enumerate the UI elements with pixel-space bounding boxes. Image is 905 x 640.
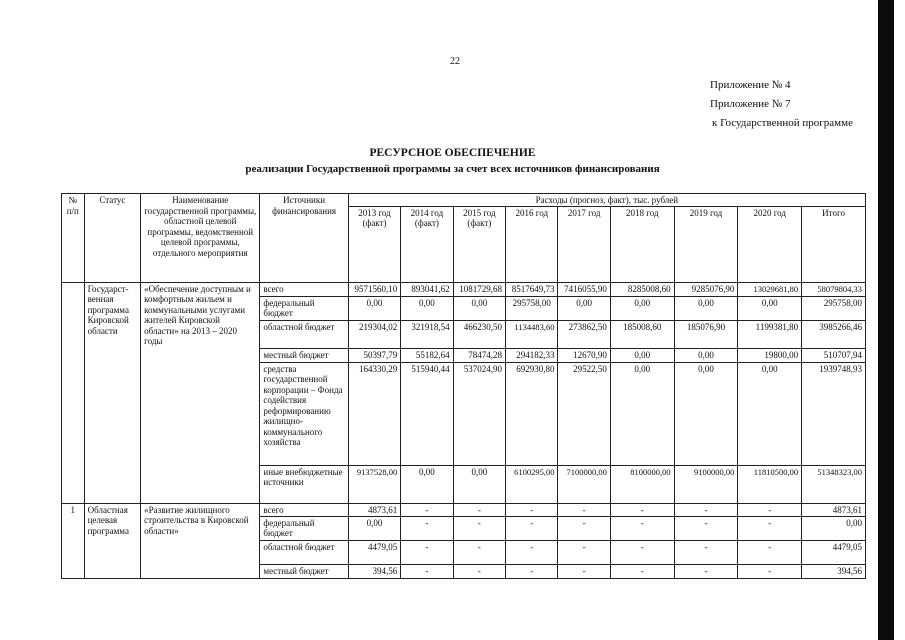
header-year: 2018 год xyxy=(610,206,674,282)
cell-value: - xyxy=(506,540,558,564)
cell-value: 12670,90 xyxy=(558,348,610,362)
cell-value: - xyxy=(558,564,610,578)
cell-value: - xyxy=(610,503,674,516)
cell-total: 394,56 xyxy=(802,564,866,578)
cell-num xyxy=(62,282,85,503)
cell-value: 0,00 xyxy=(738,296,802,320)
cell-value: 8285008,60 xyxy=(610,282,674,296)
header-row-1 xyxy=(62,194,866,207)
cell-value: - xyxy=(453,516,505,540)
cell-value: - xyxy=(558,516,610,540)
cell-total: 51348323,00 xyxy=(802,465,866,503)
document-title: РЕСУРСНОЕ ОБЕСПЕЧЕНИЕ xyxy=(369,147,536,159)
cell-value: 0,00 xyxy=(610,362,674,465)
cell-value: 7100000,00 xyxy=(558,465,610,503)
cell-value: - xyxy=(674,540,738,564)
cell-value: 0,00 xyxy=(348,296,400,320)
cell-value: 219304,02 xyxy=(348,320,400,348)
header-year: 2019 год xyxy=(674,206,738,282)
cell-value: - xyxy=(558,540,610,564)
cell-value: 185076,90 xyxy=(674,320,738,348)
cell-value: 9100000,00 xyxy=(674,465,738,503)
cell-value: - xyxy=(558,503,610,516)
table-row xyxy=(62,282,866,296)
cell-total: 1939748,93 xyxy=(802,362,866,465)
cell-value: - xyxy=(453,540,505,564)
cell-source: местный бюджет xyxy=(260,348,348,362)
cell-value: - xyxy=(401,540,453,564)
cell-total: 3985266,46 xyxy=(802,320,866,348)
cell-source: местный бюджет xyxy=(260,564,348,578)
cell-value: - xyxy=(401,564,453,578)
cell-value: - xyxy=(738,540,802,564)
cell-source: федеральный бюджет xyxy=(260,516,348,540)
cell-status: Государст-венная программа Кировской области xyxy=(84,282,141,503)
header-year: 2013 год (факт) xyxy=(348,206,400,282)
cell-value: 9285076,90 xyxy=(674,282,738,296)
cell-value: 0,00 xyxy=(674,348,738,362)
cell-value: - xyxy=(610,540,674,564)
cell-source: областной бюджет xyxy=(260,540,348,564)
cell-value: 9137528,00 xyxy=(348,465,400,503)
resource-table xyxy=(61,193,866,579)
cell-value: - xyxy=(674,564,738,578)
cell-value: 0,00 xyxy=(401,465,453,503)
cell-value: 8517649,73 xyxy=(506,282,558,296)
cell-value: 893041,62 xyxy=(401,282,453,296)
cell-value: - xyxy=(738,503,802,516)
cell-total: 4873,61 xyxy=(802,503,866,516)
header-year: 2014 год (факт) xyxy=(401,206,453,282)
cell-value: 273862,50 xyxy=(558,320,610,348)
cell-value: 0,00 xyxy=(738,362,802,465)
cell-value: 164330,29 xyxy=(348,362,400,465)
cell-value: 8100000,00 xyxy=(610,465,674,503)
cell-value: - xyxy=(506,516,558,540)
cell-value: 185008,60 xyxy=(610,320,674,348)
cell-value: 0,00 xyxy=(453,296,505,320)
cell-value: 515940,44 xyxy=(401,362,453,465)
cell-value: 1199381,80 xyxy=(738,320,802,348)
cell-value: 295758,00 xyxy=(506,296,558,320)
cell-value: 11810500,00 xyxy=(738,465,802,503)
cell-total: 295758,00 xyxy=(802,296,866,320)
cell-value: - xyxy=(453,564,505,578)
cell-value: 0,00 xyxy=(558,296,610,320)
cell-value: 692930,80 xyxy=(506,362,558,465)
cell-value: - xyxy=(506,503,558,516)
cell-value: 294182,33 xyxy=(506,348,558,362)
cell-value: 7416055,90 xyxy=(558,282,610,296)
cell-value: 0,00 xyxy=(674,296,738,320)
cell-value: - xyxy=(506,564,558,578)
header-year: 2016 год xyxy=(506,206,558,282)
header-status: Статус xyxy=(84,194,141,283)
cell-value: 50397,79 xyxy=(348,348,400,362)
cell-total: 510707,94 xyxy=(802,348,866,362)
header-total: Итого xyxy=(802,206,866,282)
cell-value: 19800,00 xyxy=(738,348,802,362)
cell-value: - xyxy=(674,503,738,516)
cell-value: 1134483,60 xyxy=(506,320,558,348)
cell-total: 0,00 xyxy=(802,516,866,540)
cell-source: всего xyxy=(260,282,348,296)
appendix-line-3: к Государственной программе xyxy=(712,117,853,129)
cell-source: областной бюджет xyxy=(260,320,348,348)
document-subtitle: реализации Государственной программы за счет всех источников финансирования xyxy=(245,163,660,175)
cell-value: 537024,90 xyxy=(453,362,505,465)
header-year: 2015 год (факт) xyxy=(453,206,505,282)
cell-value: - xyxy=(610,516,674,540)
cell-value: - xyxy=(738,516,802,540)
cell-value: 9571560,10 xyxy=(348,282,400,296)
cell-value: 321918,54 xyxy=(401,320,453,348)
cell-value: - xyxy=(453,503,505,516)
cell-source: федеральный бюджет xyxy=(260,296,348,320)
appendix-line-1: Приложение № 4 xyxy=(710,79,791,91)
cell-value: 394,56 xyxy=(348,564,400,578)
header-name: Наименование государственной программы, областной целевой программы, ведомственной целевой программы, отдельного мероприятия xyxy=(141,194,260,283)
cell-value: 0,00 xyxy=(401,296,453,320)
cell-total: 58079804,33 xyxy=(802,282,866,296)
cell-value: 1081729,68 xyxy=(453,282,505,296)
appendix-line-2: Приложение № 7 xyxy=(710,98,791,110)
cell-name: «Развитие жилищного строительства в Кировской области» xyxy=(141,503,260,578)
cell-value: 6100295,00 xyxy=(506,465,558,503)
cell-value: 4873,61 xyxy=(348,503,400,516)
cell-value: 0,00 xyxy=(610,296,674,320)
cell-source: всего xyxy=(260,503,348,516)
header-year: 2017 год xyxy=(558,206,610,282)
cell-value: - xyxy=(610,564,674,578)
cell-status: Областная целевая программа xyxy=(84,503,141,578)
cell-source: иные внебюджетные источники xyxy=(260,465,348,503)
cell-value: 78474,28 xyxy=(453,348,505,362)
cell-value: - xyxy=(401,503,453,516)
cell-value: 4479,05 xyxy=(348,540,400,564)
cell-num: 1 xyxy=(62,503,85,578)
cell-value: - xyxy=(401,516,453,540)
header-num: № п/п xyxy=(62,194,85,283)
cell-value: 466230,50 xyxy=(453,320,505,348)
cell-value: 0,00 xyxy=(674,362,738,465)
header-source: Источники финансирования xyxy=(260,194,348,283)
header-expenses: Расходы (прогноз, факт), тыс. рублей xyxy=(348,194,865,207)
table-row xyxy=(62,503,866,516)
page-number: 22 xyxy=(450,56,460,67)
cell-source: средства государственной корпорации – Фонда содействия реформированию жилищно-коммунального хозяйства xyxy=(260,362,348,465)
cell-value: 29522,50 xyxy=(558,362,610,465)
cell-total: 4479,05 xyxy=(802,540,866,564)
cell-value: 13029681,80 xyxy=(738,282,802,296)
cell-value: 55182,64 xyxy=(401,348,453,362)
header-year: 2020 год xyxy=(738,206,802,282)
cell-value: - xyxy=(738,564,802,578)
scan-edge-bar xyxy=(878,0,894,640)
cell-value: 0,00 xyxy=(610,348,674,362)
cell-value: 0,00 xyxy=(453,465,505,503)
cell-value: 0,00 xyxy=(348,516,400,540)
cell-name: «Обеспечение доступным и комфортным жильем и коммунальными услугами жителей Кировской области» на 2013 – 2020 годы xyxy=(141,282,260,503)
cell-value: - xyxy=(674,516,738,540)
